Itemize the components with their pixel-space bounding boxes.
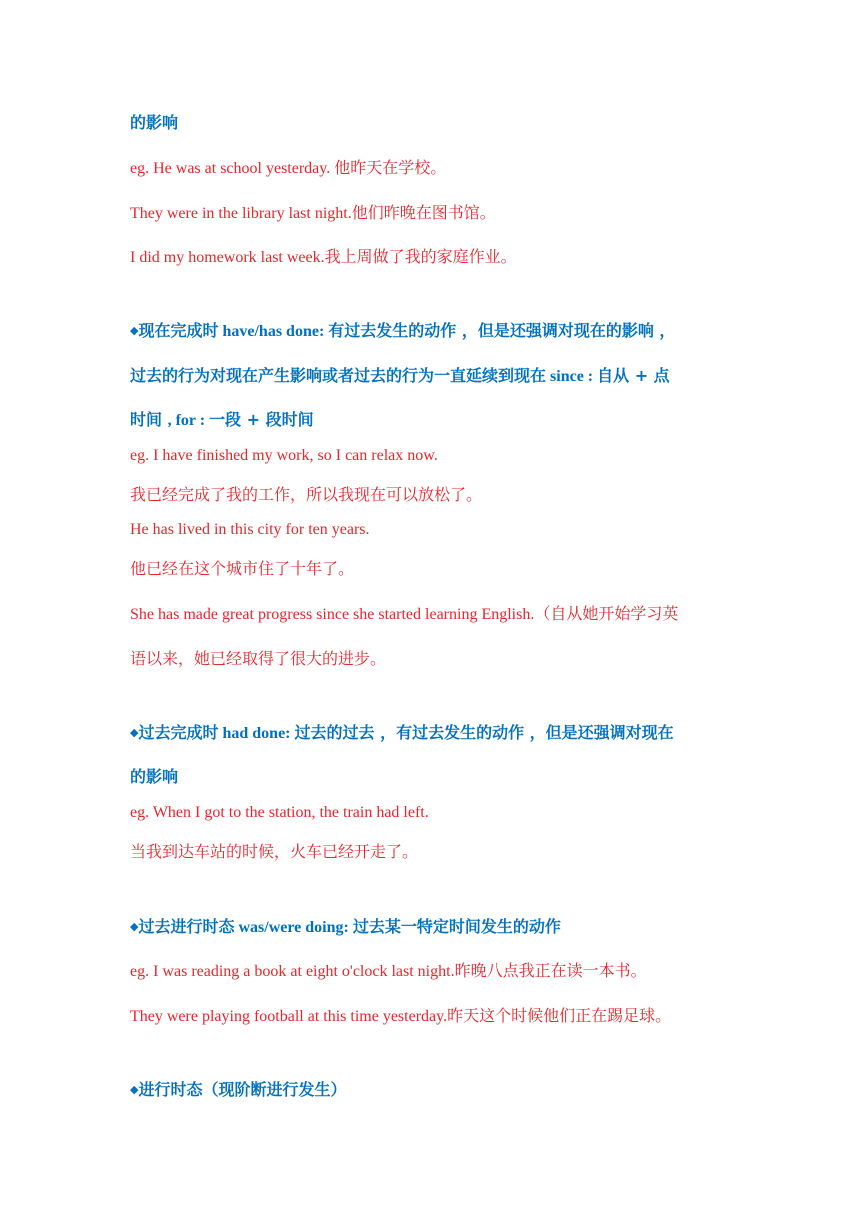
- example-line: I did my homework last week.我上周做了我的家庭作业。: [130, 247, 517, 266]
- example-translation: 他已经在这个城市住了十年了。: [130, 559, 355, 578]
- diamond-bullet-icon: ◆: [130, 1083, 139, 1096]
- section-heading-line: 过去的行为对现在产生影响或者过去的行为一直延续到现在 since : 自从 + 点: [130, 366, 670, 385]
- example-translation: 我已经完成了我的工作，所以我现在可以放松了。: [130, 485, 483, 504]
- example-line: He has lived in this city for ten years.: [130, 521, 370, 538]
- section-heading-line: 的影响: [130, 767, 179, 786]
- diamond-bullet-icon: ◆: [130, 726, 139, 739]
- heading-continuation: 的影响: [130, 113, 179, 132]
- example-translation: 语以来，她已经取得了很大的进步。: [130, 649, 387, 668]
- diamond-bullet-icon: ◆: [130, 920, 139, 933]
- example-line: eg. He was at school yesterday. 他昨天在学校。: [130, 158, 447, 177]
- example-line: They were playing football at this time yesterday.昨天这个时候他们正在踢足球。: [130, 1006, 672, 1025]
- example-line: eg. I have finished my work, so I can relax now.: [130, 447, 438, 464]
- example-translation: 当我到达车站的时候，火车已经开走了。: [130, 842, 419, 861]
- section-heading-present-perfect: ◆现在完成时 have/has done: 有过去发生的动作 ，但是还强调对现在的影响 ，: [130, 321, 676, 340]
- section-heading-past-perfect: ◆过去完成时 had done: 过去的过去 ，有过去发生的动作 ，但是还强调对现在: [130, 723, 674, 742]
- diamond-bullet-icon: ◆: [130, 324, 139, 337]
- example-line: She has made great progress since she started learning English.（自从她开始学习英: [130, 604, 679, 623]
- example-line: They were in the library last night.他们昨晚在图书馆。: [130, 203, 496, 222]
- section-heading-past-continuous: ◆过去进行时态 was/were doing: 过去某一特定时间发生的动作: [130, 917, 561, 936]
- example-line: eg. I was reading a book at eight o'clock last night.昨晚八点我正在读一本书。: [130, 961, 647, 980]
- section-heading-continuous: ◆进行时态（现阶断进行发生）: [130, 1080, 347, 1099]
- example-line: eg. When I got to the station, the train had left.: [130, 804, 429, 821]
- section-heading-line: 时间 , for : 一段 + 段时间: [130, 410, 314, 429]
